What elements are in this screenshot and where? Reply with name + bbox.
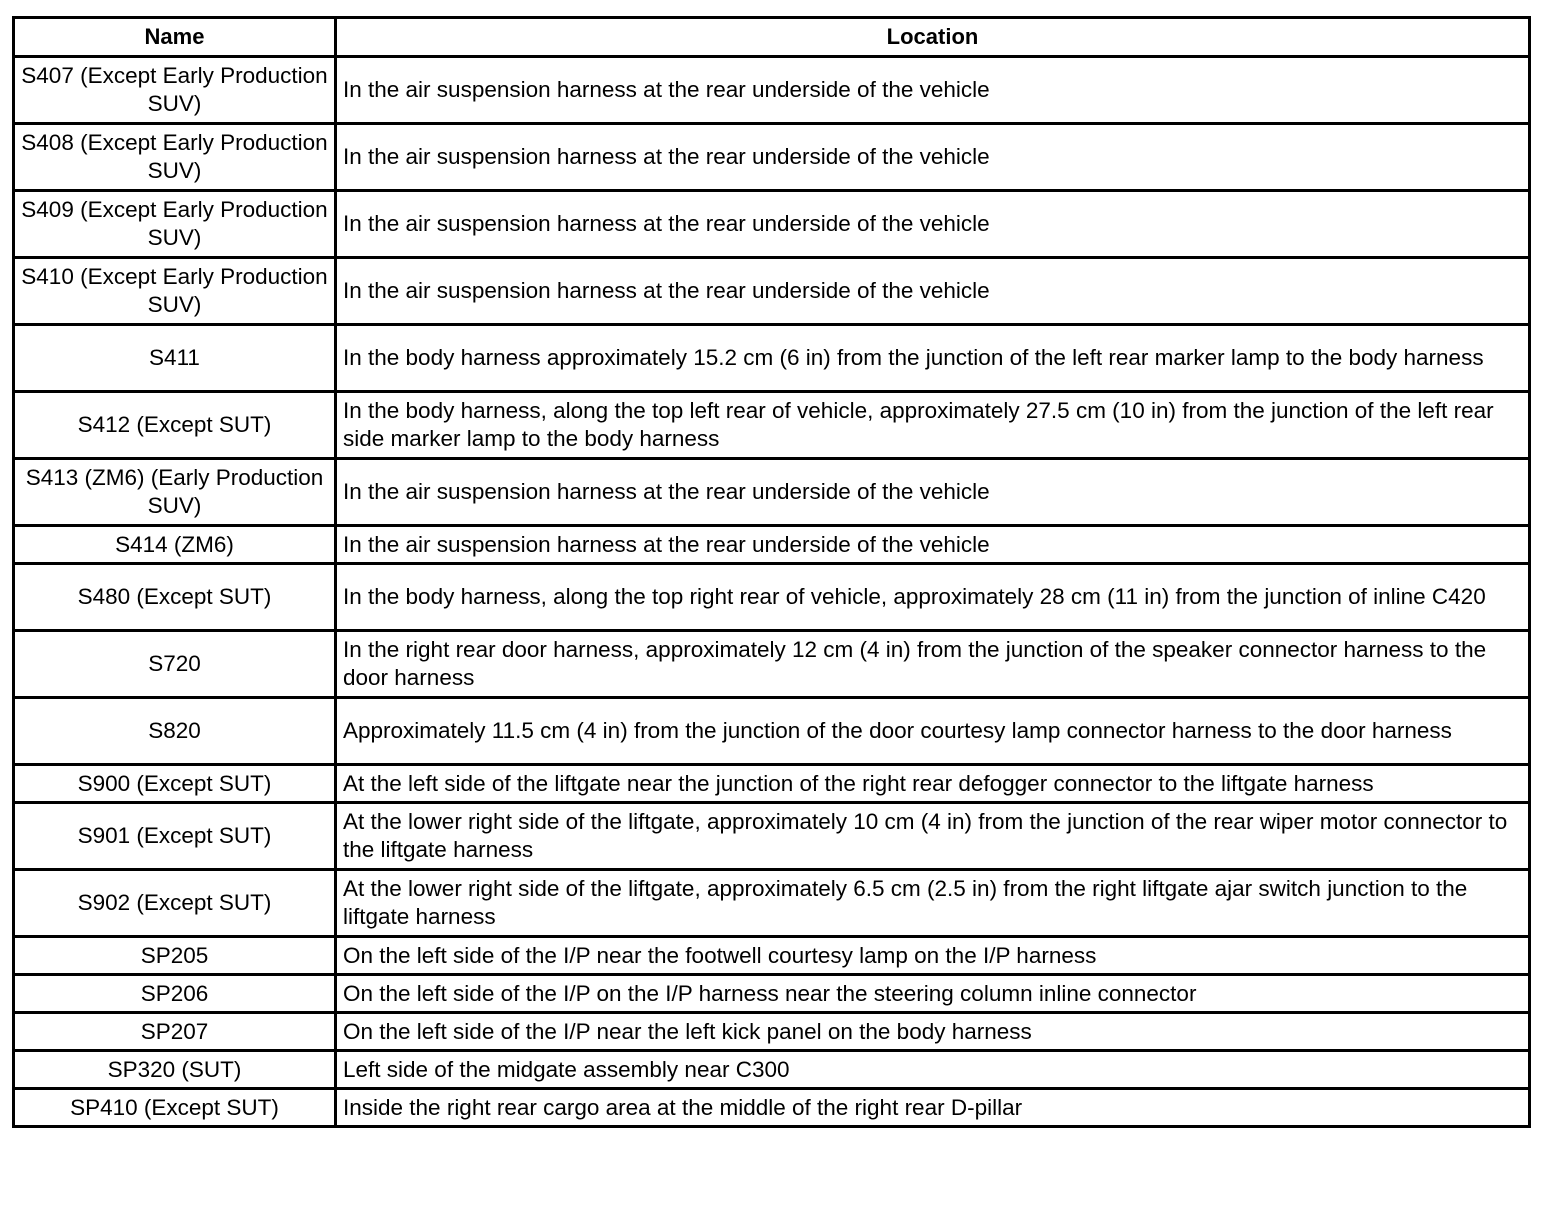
splice-name-cell: S720 — [14, 631, 336, 698]
splice-name-cell: S902 (Except SUT) — [14, 870, 336, 937]
splice-location-cell: In the body harness approximately 15.2 cm (6 in) from the junction of the left rear marker lamp to the body harness — [336, 325, 1530, 392]
splice-name-cell: S820 — [14, 698, 336, 765]
splice-name-cell: S407 (Except Early Production SUV) — [14, 57, 336, 124]
table-row — [14, 325, 1530, 392]
splice-location-cell: On the left side of the I/P near the footwell courtesy lamp on the I/P harness — [336, 937, 1530, 975]
splice-location-cell: On the left side of the I/P on the I/P harness near the steering column inline connector — [336, 975, 1530, 1013]
table-row — [14, 870, 1530, 937]
table-row — [14, 191, 1530, 258]
splice-name-cell: S411 — [14, 325, 336, 392]
splice-location-cell: At the lower right side of the liftgate, approximately 6.5 cm (2.5 in) from the right liftgate ajar switch junction to the liftgate harness — [336, 870, 1530, 937]
splice-name-cell: SP207 — [14, 1013, 336, 1051]
splice-name-cell: SP320 (SUT) — [14, 1051, 336, 1089]
splice-name-cell: S900 (Except SUT) — [14, 765, 336, 803]
splice-location-cell: Left side of the midgate assembly near C300 — [336, 1051, 1530, 1089]
header-row — [14, 18, 1530, 57]
splice-location-cell: Inside the right rear cargo area at the middle of the right rear D-pillar — [336, 1089, 1530, 1127]
splice-name-cell: S410 (Except Early Production SUV) — [14, 258, 336, 325]
table-row — [14, 526, 1530, 564]
table-row — [14, 803, 1530, 870]
splice-name-cell: S901 (Except SUT) — [14, 803, 336, 870]
splice-name-cell: S409 (Except Early Production SUV) — [14, 191, 336, 258]
table-row — [14, 258, 1530, 325]
table-row — [14, 564, 1530, 631]
table-row — [14, 765, 1530, 803]
table-row — [14, 124, 1530, 191]
table-row — [14, 698, 1530, 765]
splice-location-cell: In the right rear door harness, approximately 12 cm (4 in) from the junction of the speaker connector harness to the door harness — [336, 631, 1530, 698]
column-header-location: Location — [336, 18, 1530, 57]
splice-name-cell: S408 (Except Early Production SUV) — [14, 124, 336, 191]
splice-name-cell: S480 (Except SUT) — [14, 564, 336, 631]
splice-location-cell: In the body harness, along the top left rear of vehicle, approximately 27.5 cm (10 in) from the junction of the left rear side marker lamp to the body harness — [336, 392, 1530, 459]
splice-location-cell: Approximately 11.5 cm (4 in) from the junction of the door courtesy lamp connector harness to the door harness — [336, 698, 1530, 765]
table-row — [14, 1013, 1530, 1051]
splice-location-cell: On the left side of the I/P near the left kick panel on the body harness — [336, 1013, 1530, 1051]
splice-location-cell: In the air suspension harness at the rear underside of the vehicle — [336, 57, 1530, 124]
splice-location-cell: At the lower right side of the liftgate, approximately 10 cm (4 in) from the junction of the rear wiper motor connector to the liftgate harness — [336, 803, 1530, 870]
splice-name-cell: S413 (ZM6) (Early Production SUV) — [14, 459, 336, 526]
splice-location-cell: In the air suspension harness at the rear underside of the vehicle — [336, 258, 1530, 325]
splice-location-table — [12, 16, 1531, 1128]
splice-location-cell: In the air suspension harness at the rear underside of the vehicle — [336, 526, 1530, 564]
splice-name-cell: SP205 — [14, 937, 336, 975]
splice-location-cell: In the air suspension harness at the rear underside of the vehicle — [336, 124, 1530, 191]
table-row — [14, 975, 1530, 1013]
splice-location-cell: In the body harness, along the top right rear of vehicle, approximately 28 cm (11 in) from the junction of inline C420 — [336, 564, 1530, 631]
splice-name-cell: S414 (ZM6) — [14, 526, 336, 564]
column-header-name: Name — [14, 18, 336, 57]
splice-location-cell: At the left side of the liftgate near the junction of the right rear defogger connector to the liftgate harness — [336, 765, 1530, 803]
splice-location-cell: In the air suspension harness at the rear underside of the vehicle — [336, 191, 1530, 258]
table-row — [14, 1089, 1530, 1127]
table-row — [14, 631, 1530, 698]
splice-name-cell: S412 (Except SUT) — [14, 392, 336, 459]
splice-name-cell: SP410 (Except SUT) — [14, 1089, 336, 1127]
splice-name-cell: SP206 — [14, 975, 336, 1013]
table-row — [14, 459, 1530, 526]
table-row — [14, 937, 1530, 975]
table-body — [14, 57, 1530, 1127]
table-row — [14, 1051, 1530, 1089]
table-row — [14, 57, 1530, 124]
table-row — [14, 392, 1530, 459]
splice-location-cell: In the air suspension harness at the rear underside of the vehicle — [336, 459, 1530, 526]
